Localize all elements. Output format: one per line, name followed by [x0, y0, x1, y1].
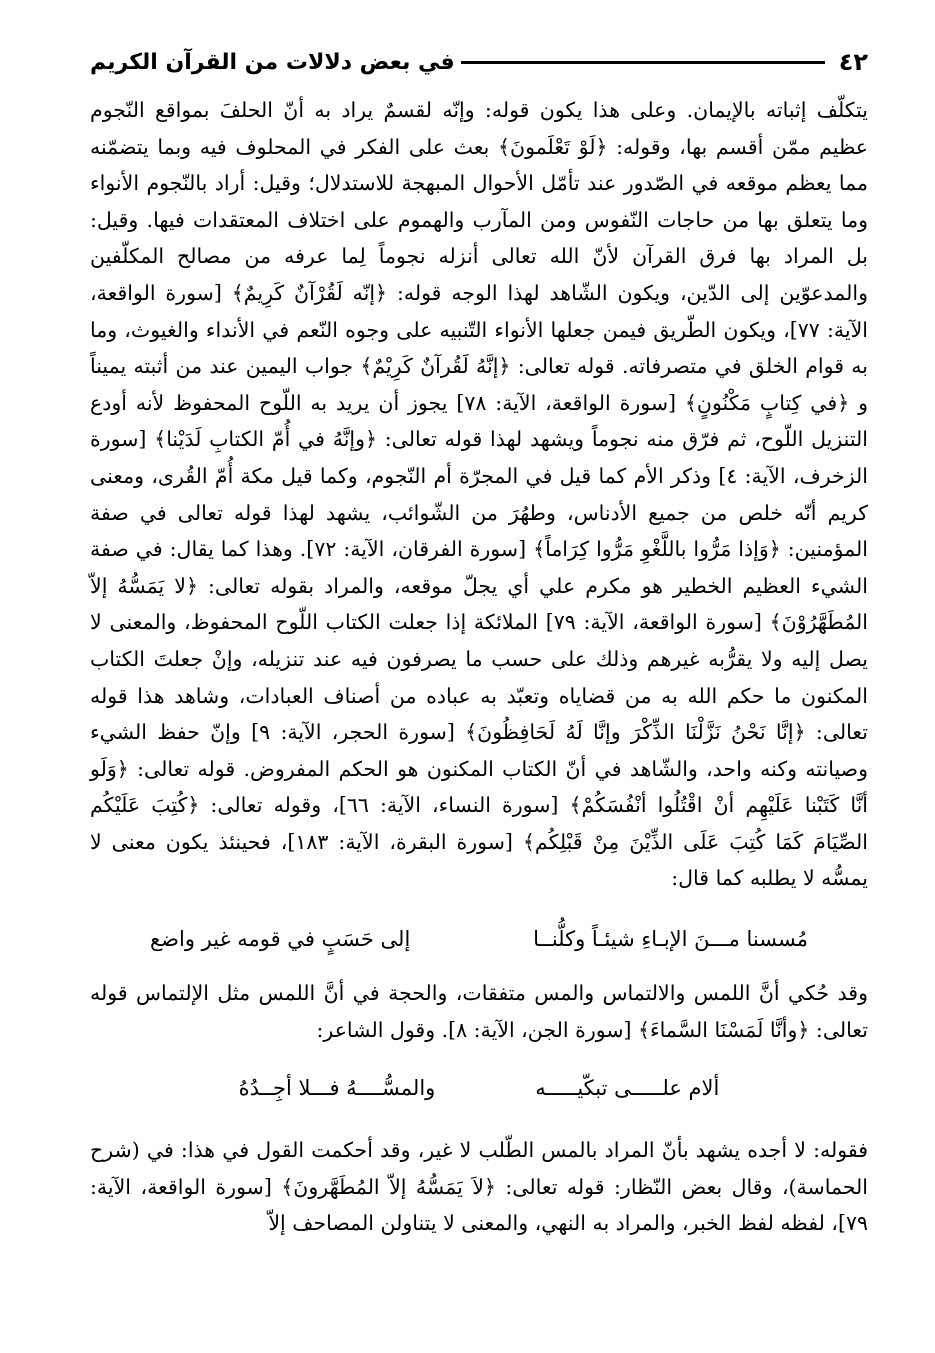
paragraph-2: وقد حُكي أنَّ اللمس والالتماس والمس متفقات، والحجة في أنَّ اللمس مثل الإلتماس قوله تعالى: ﴿وأنَّا لَمَسْنَا السَّماءَ﴾ [سورة الجن، الآية: ٨]. وقول الشاعر: — [90, 981, 868, 1042]
page-header — [90, 40, 868, 84]
running-title: في بعض دلالات من القرآن الكريم — [90, 49, 455, 75]
verse-2-second-hemistich: والمسُّــــهُ فـــلا أجِــدُهُ — [238, 1076, 436, 1101]
book-page — [90, 40, 868, 1242]
paragraph-1: يتكلّف إثباته بالإيمان. وعلى هذا يكون قوله: وإنّه لقسمٌ يراد به أنّ الحلفَ بمواقع النّجوم عظيم ممّن أقسم بها، وقوله: ﴿لَوْ تَعْلَمونَ﴾ بعث على الفكر في المحلوف فيه وبما يتضمّنه مما يعظم موقعه في الصّدور عند تأمّل الأحوال المبهجة للاستدلال؛ وقيل: أراد بالنّجوم الأنواء وما يتعلق بها من حاجات النّفوس ومن المآرب والهموم على اختلاف المعتقدات فيها. وقيل: بل المراد بها فرق القرآن لأنّ الله تعالى أنزله نجوماً لِما عرفه من مصالح المكلّفين والمدعوّين إلى الدّين، ويكون الشّاهد لهذا الوجه قوله: ﴿إنّه لَقُرْآنٌ كَرِيمٌ﴾ [سورة الواقعة، الآية: ٧٧]، ويكون الطّريق فيمن جعلها الأنواء التّنبيه على وجوه النّعم في الأنداء والغيوث، وما به قوام الخلق في متصرفاته. قوله تعالى: ﴿إنَّهُ لَقُرآنٌ كَرِيْمٌ﴾ جواب اليمين عند من أثبته يميناً و ﴿في كِتابٍ مَكْنُونٍ﴾ [سورة الواقعة، الآية: ٧٨] يجوز أن يريد به اللّوح المحفوظ لأنه أودع التنزيل اللّوح، ثم فرّق منه نجوماً ويشهد لهذا قوله تعالى: ﴿وإنَّهُ في أُمّ الكتابِ لَدَيْنا﴾ [سورة الزخرف، الآية: ٤] وذكر الأم كما قيل في المجرّة أم النّجوم، وكما قيل مكة أُمّ القُرى، ومعنى كريم أنّه خلص من جميع الأدناس، وطهُرَ من الشّوائب، يشهد لهذا قوله تعالى في صفة المؤمنين: ﴿وَإذا مَرُّوا باللَّغْوِ مَرُّوا كِرَاماً﴾ [سورة الفرقان، الآية: ٧٢]. وهذا كما يقال: في صفة الشيء العظيم الخطير هو مكرم علي أي يجلّ موقعه، والمراد بقوله تعالى: ﴿لا يَمَسُّهُ إلاّ المُطَهَّرُوْنَ﴾ [سورة الواقعة، الآية: ٧٩] الملائكة إذا جعلت الكتاب اللّوح المحفوظ، والمعنى لا يصل إليه ولا يقرُّبه غيرهم وذلك على حسب ما يصرفون فيه عند تنزيله، وإنْ جعلتَ الكتاب المكنون ما حكم الله به من قضاياه وتعبّد به عباده من أصناف العبادات، وشاهد هذا قوله تعالى: ﴿إنَّا نَحْنُ نَزَّلْنَا الذِّكْرَ وإنَّا لَهُ لَحَافِظُونَ﴾ [سورة الحجر، الآية: ٩] وإنّ حفظ الشيء وصيانته وكنه واحد، والشّاهد في أنّ الكتاب المكنون هو الحكم المفروض. قوله تعالى: ﴿وَلَو أنَّا كَتَبْنا عَلَيْهِم أنْ اقْتُلُوا أنْفُسَكُمْ﴾ [سورة النساء، الآية: ٦٦]، وقوله تعالى: ﴿كُتِبَ عَلَيْكُم الصِّيَامَ كَمَا كُتِبَ عَلَى الذِّيْنَ مِنْ قَبْلِكُم﴾ [سورة البقرة، الآية: ١٨٣]، فحينئذ يكون معنى لا يمسُّه لا يطلبه كما قال: — [90, 98, 869, 891]
body-text — [90, 92, 868, 1242]
verse-1 — [150, 921, 808, 957]
verse-2 — [90, 1070, 868, 1106]
page-number: ٤٢ — [838, 48, 868, 76]
header-rule — [461, 61, 825, 64]
verse-2-first-hemistich: ألام علـــــى تبكّيـــــه — [535, 1076, 720, 1101]
paragraph-3: فقوله: لا أجده يشهد بأنّ المراد بالمس الطّلب لا غير، وقد أحكمت القول في هذا: في (شرح الحماسة)، وقال بعض النّظار: قوله تعالى: ﴿لاَ يَمَسُّهُ إلاّ المُطَهَّرونَ﴾ [سورة الواقعة، الآية: ٧٩]، لفظه لفظ الخبر، والمراد به النهي، والمعنى لا يتناولن المصاحف إلاّ — [90, 1138, 868, 1236]
verse-1-first-hemistich: مُسسنا مـــنَ الإبـاءِ شيئـاً وكلُّنــا — [533, 927, 808, 952]
verse-1-second-hemistich: إلى حَسَبٍ في قومه غير واضع — [150, 927, 411, 952]
